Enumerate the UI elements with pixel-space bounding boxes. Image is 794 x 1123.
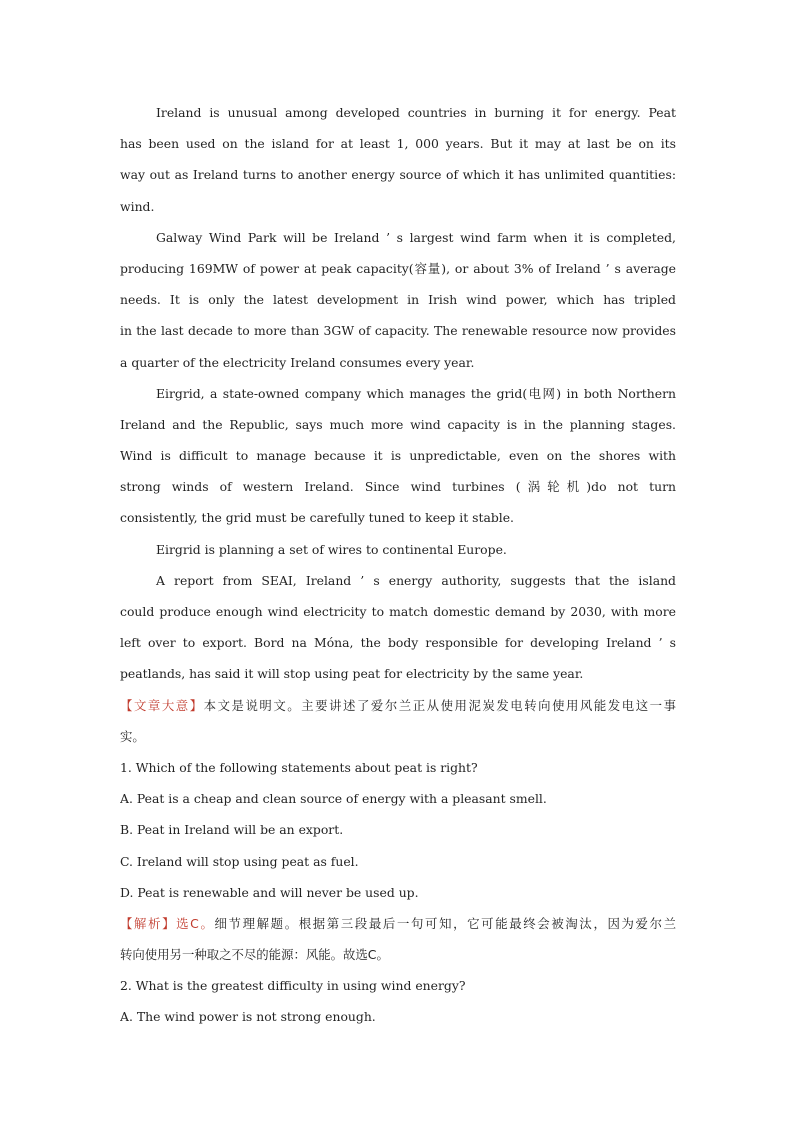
question-text: 2. What is the greatest difficulty in using wind energy?	[120, 978, 466, 994]
option-c: C. Ireland will stop using peat as fuel.	[120, 853, 359, 869]
question-1	[120, 752, 676, 908]
text-line: Wind is difficult to manage because it is unpredictable, even on the shores with	[120, 448, 676, 464]
text-line: Galway Wind Park will be Ireland ’ s largest wind farm when it is completed,	[156, 229, 676, 245]
text-line: strong winds of western Ireland. Since wind turbines (涡轮机)do not turn	[120, 479, 676, 495]
text-line: Ireland and the Republic, says much more wind capacity is in the planning stages.	[120, 416, 676, 432]
analysis-line: 转向使用另一种取之不尽的能源：风能。故选C。	[120, 947, 389, 963]
text-line: producing 169MW of power at peak capacity(容量), or about 3% of Ireland ’ s average	[120, 260, 676, 276]
option-a: A. The wind power is not strong enough.	[120, 1009, 376, 1025]
text-line: has been used on the island for at least 1, 000 years. But it may at last be on its	[120, 136, 676, 152]
analysis-line	[120, 908, 676, 939]
analysis-tag: 【解析】	[120, 915, 177, 931]
text-line: peatlands, has said it will stop using peat for electricity by the same year.	[120, 666, 584, 682]
question-2	[120, 970, 676, 1032]
paragraph-1	[120, 97, 676, 222]
text-line: could produce enough wind electricity to match domestic demand by 2030, with more	[120, 604, 676, 619]
text-line: in the last decade to more than 3GW of capacity. The renewable resource now provides	[120, 323, 676, 339]
text-line: a quarter of the electricity Ireland consumes every year.	[120, 354, 475, 370]
option-a: A. Peat is a cheap and clean source of energy with a pleasant smell.	[120, 791, 547, 807]
text-line: Ireland is unusual among developed countries in burning it for energy. Peat	[156, 105, 676, 120]
summary-line: 实。	[120, 728, 145, 744]
text-line: needs. It is only the latest development in Irish wind power, which has tripled	[120, 292, 676, 308]
paragraph-2	[120, 222, 676, 378]
summary-line	[120, 690, 676, 721]
analysis-section	[120, 908, 676, 970]
summary-text: 本文是说明文。主要讲述了爱尔兰正从使用泥炭发电转向使用风能发电这一事	[203, 697, 676, 713]
text-line: Eirgrid, a state-owned company which manages the grid(电网) in both Northern	[156, 385, 676, 401]
paragraph-3	[120, 378, 676, 534]
summary-tag: 【文章大意】	[120, 697, 204, 713]
text-line: way out as Ireland turns to another energy source of which it has unlimited quantities:	[120, 167, 676, 183]
paragraph-5	[120, 565, 676, 690]
text-line: wind.	[120, 198, 155, 214]
analysis-answer: 选C。	[176, 915, 215, 931]
option-d: D. Peat is renewable and will never be used up.	[120, 884, 419, 900]
text-line: A report from SEAI, Ireland ’ s energy authority, suggests that the island	[156, 572, 676, 588]
text-line: consistently, the grid must be carefully tuned to keep it stable.	[120, 510, 515, 526]
summary-section	[120, 690, 676, 752]
text-line: Eirgrid is planning a set of wires to continental Europe.	[156, 541, 507, 557]
option-b: B. Peat in Ireland will be an export.	[120, 822, 344, 838]
analysis-text: 细节理解题。根据第三段最后一句可知，它可能最终会被淘汰，因为爱尔兰	[214, 915, 676, 931]
question-text: 1. Which of the following statements about peat is right?	[120, 759, 478, 775]
paragraph-4	[120, 534, 676, 565]
text-line: left over to export. Bord na Móna, the body responsible for developing Ireland ’ s	[120, 635, 676, 651]
document-page	[120, 97, 676, 1033]
